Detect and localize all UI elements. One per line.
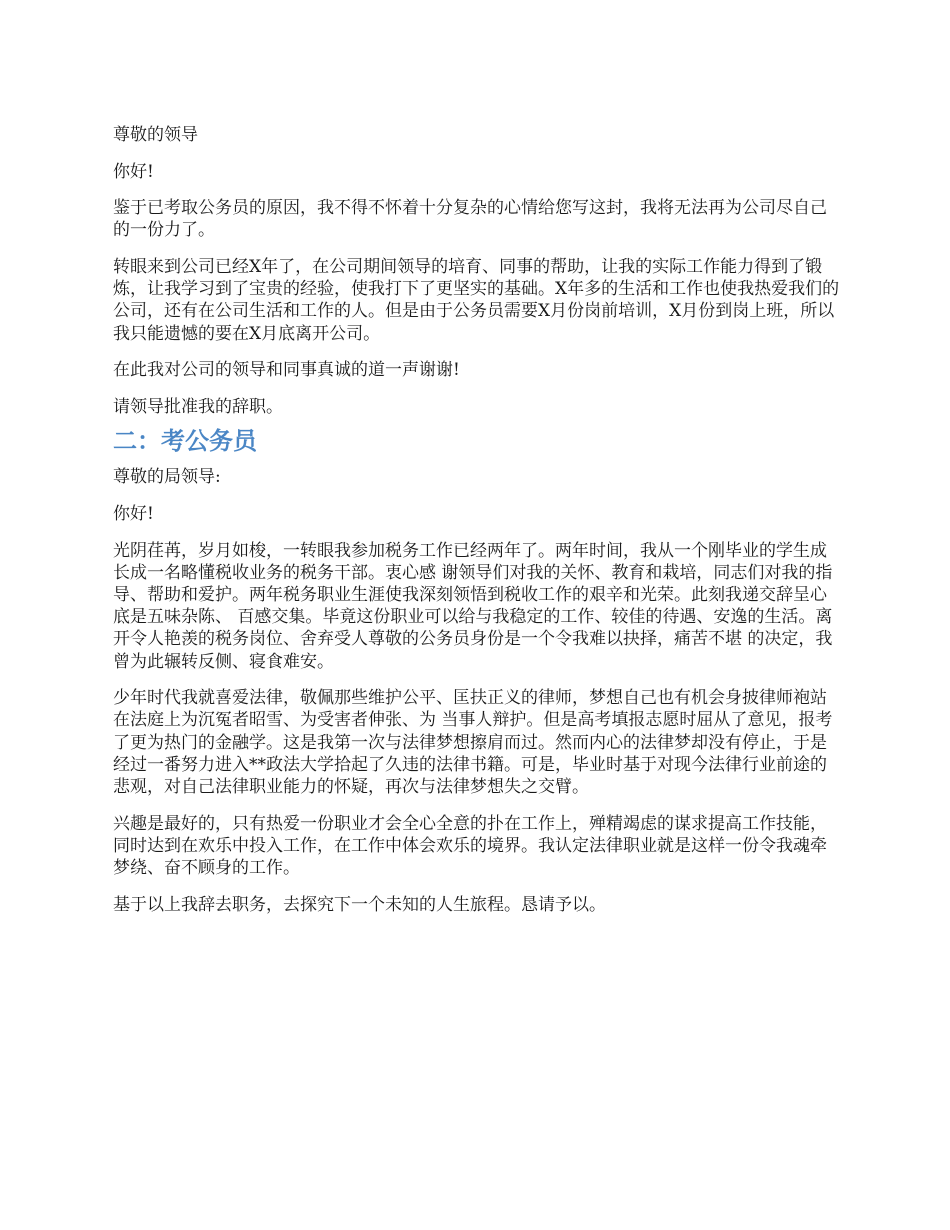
paragraph: 在此我对公司的领导和同事真诚的道一声谢谢! bbox=[113, 360, 460, 381]
greeting: 你好! bbox=[113, 503, 154, 524]
paragraph: 基于以上我辞去职务，去探究下一个未知的人生旅程。恳请予以。 bbox=[113, 894, 606, 915]
paragraph: 光阴荏苒，岁月如梭，一转眼我参加税务工作已经两年了。两年时间，我从一个刚毕业的学生成长成一名略懂税收业务的税务干部。衷心感 谢领导们对我的关怀、教育和栽培，同志们对我的指导、帮助和爱护。两年税务职业生涯使我深刻领悟到税收工作的艰辛和光荣。此刻我递交辞呈心底是五味杂陈、 百感交集。毕竟这份职业可以给与我稳定的工作、较佳的待遇、安逸的生活。离开令人艳羡的税务岗位、舍弃受人尊敬的公务员身份是一个令我难以抉择，痛苦不堪 的决定，我曾为此辗转反侧、寝食难安。 bbox=[113, 540, 833, 672]
salutation: 尊敬的领导 bbox=[113, 125, 198, 145]
salutation: 尊敬的局领导: bbox=[113, 467, 221, 488]
paragraph: 兴趣是最好的，只有热爱一份职业才会全心全意的扑在工作上，殚精竭虑的谋求提高工作技能，同时达到在欢乐中投入工作，在工作中体会欢乐的境界。我认定法律职业就是这样一份令我魂牵梦绕、奋不顾身的工作。 bbox=[113, 813, 827, 878]
document-body bbox=[113, 124, 840, 930]
paragraph: 鉴于已考取公务员的原因，我不得不怀着十分复杂的心情给您写这封，我将无法再为公司尽自己的一份力了。 bbox=[113, 198, 827, 241]
section-heading: 二：考公务员 bbox=[113, 427, 257, 456]
greeting: 你好! bbox=[113, 161, 154, 182]
paragraph: 少年时代我就喜爱法律，敬佩那些维护公平、匡扶正义的律师，梦想自己也有机会身披律师袍站在法庭上为沉冤者昭雪、为受害者伸张、为 当事人辩护。但是高考填报志愿时屈从了意见，报考了更为热门的金融学。这是我第一次与法律梦想擦肩而过。然而内心的法律梦却没有停止，于是经过一番努力进入**政法大学拾起了久违的法律书籍。可是，毕业时基于对现今法律行业前途的悲观，对自己法律职业能力的怀疑，再次与法律梦想失之交臂。 bbox=[113, 688, 833, 797]
paragraph: 请领导批准我的辞职。 bbox=[113, 396, 283, 417]
paragraph: 转眼来到公司已经X年了，在公司期间领导的培育、同事的帮助，让我的实际工作能力得到了锻炼，让我学习到了宝贵的经验，使我打下了更坚实的基础。X年多的生活和工作也使我热爱我们的公司，还有在公司生活和工作的人。但是由于公务员需要X月份岗前培训，X月份到岗上班，所以我只能遗憾的要在X月底离开公司。 bbox=[113, 256, 840, 344]
